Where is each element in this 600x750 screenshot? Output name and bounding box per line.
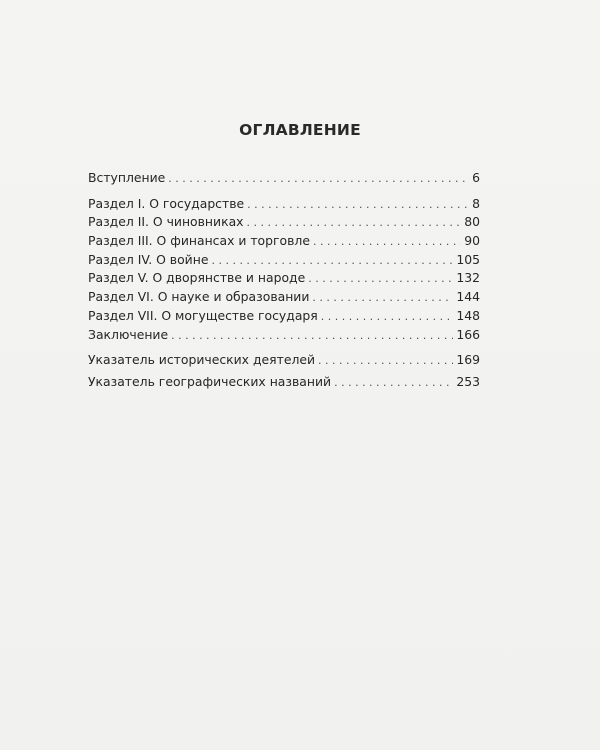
dot-leader <box>308 270 453 289</box>
toc-entry-page: 144 <box>456 289 480 305</box>
toc-entry <box>88 251 480 270</box>
toc-entry <box>88 169 480 188</box>
dot-leader <box>171 327 453 346</box>
toc-entry <box>88 232 480 251</box>
dot-leader <box>312 289 453 308</box>
toc-entry <box>88 373 480 392</box>
toc-entry-page: 105 <box>456 251 480 267</box>
toc-heading: ОГЛАВЛЕНИЕ <box>239 121 361 139</box>
toc-entry-label: Раздел VII. О могуществе государя <box>88 307 318 323</box>
toc-entry-label: Раздел III. О финансах и торговле <box>88 233 310 249</box>
dot-leader <box>318 352 453 371</box>
toc-entry <box>88 288 480 307</box>
dot-leader <box>168 170 469 189</box>
toc-entry-label: Раздел IV. О войне <box>88 251 209 267</box>
dot-leader <box>334 374 453 393</box>
toc-entry <box>88 351 480 370</box>
dot-leader <box>313 233 461 252</box>
dot-leader <box>247 214 462 233</box>
dot-leader <box>321 308 454 327</box>
toc-entry-label: Указатель географических названий <box>88 373 332 389</box>
toc-entry-page: 253 <box>456 373 480 389</box>
toc-entry-page: 166 <box>456 326 480 342</box>
toc-entry-label: Вступление <box>88 170 166 185</box>
toc-entry-page: 90 <box>464 233 480 249</box>
toc-entry-page: 8 <box>472 195 480 211</box>
toc-entry-label: Раздел V. О дворянстве и народе <box>88 270 306 286</box>
toc-entry-label: Заключение <box>88 326 169 342</box>
toc-entry <box>88 213 480 232</box>
dot-leader <box>211 252 453 271</box>
dot-leader <box>247 196 469 215</box>
toc-entry-page: 80 <box>464 214 480 230</box>
toc-entry <box>88 326 480 345</box>
toc-entry-label: Раздел II. О чиновниках <box>88 214 244 230</box>
table-of-contents <box>88 169 480 392</box>
toc-entry-page: 6 <box>472 170 480 185</box>
toc-entry <box>88 195 480 214</box>
toc-entry <box>88 307 480 326</box>
toc-entry-page: 148 <box>456 307 480 323</box>
toc-entry-label: Раздел I. О государстве <box>88 195 245 211</box>
toc-entry <box>88 269 480 288</box>
toc-entry-page: 132 <box>456 270 480 286</box>
toc-entry-label: Раздел VI. О науке и образовании <box>88 289 310 305</box>
toc-entry-page: 169 <box>456 352 480 368</box>
toc-entry-label: Указатель исторических деятелей <box>88 352 316 368</box>
